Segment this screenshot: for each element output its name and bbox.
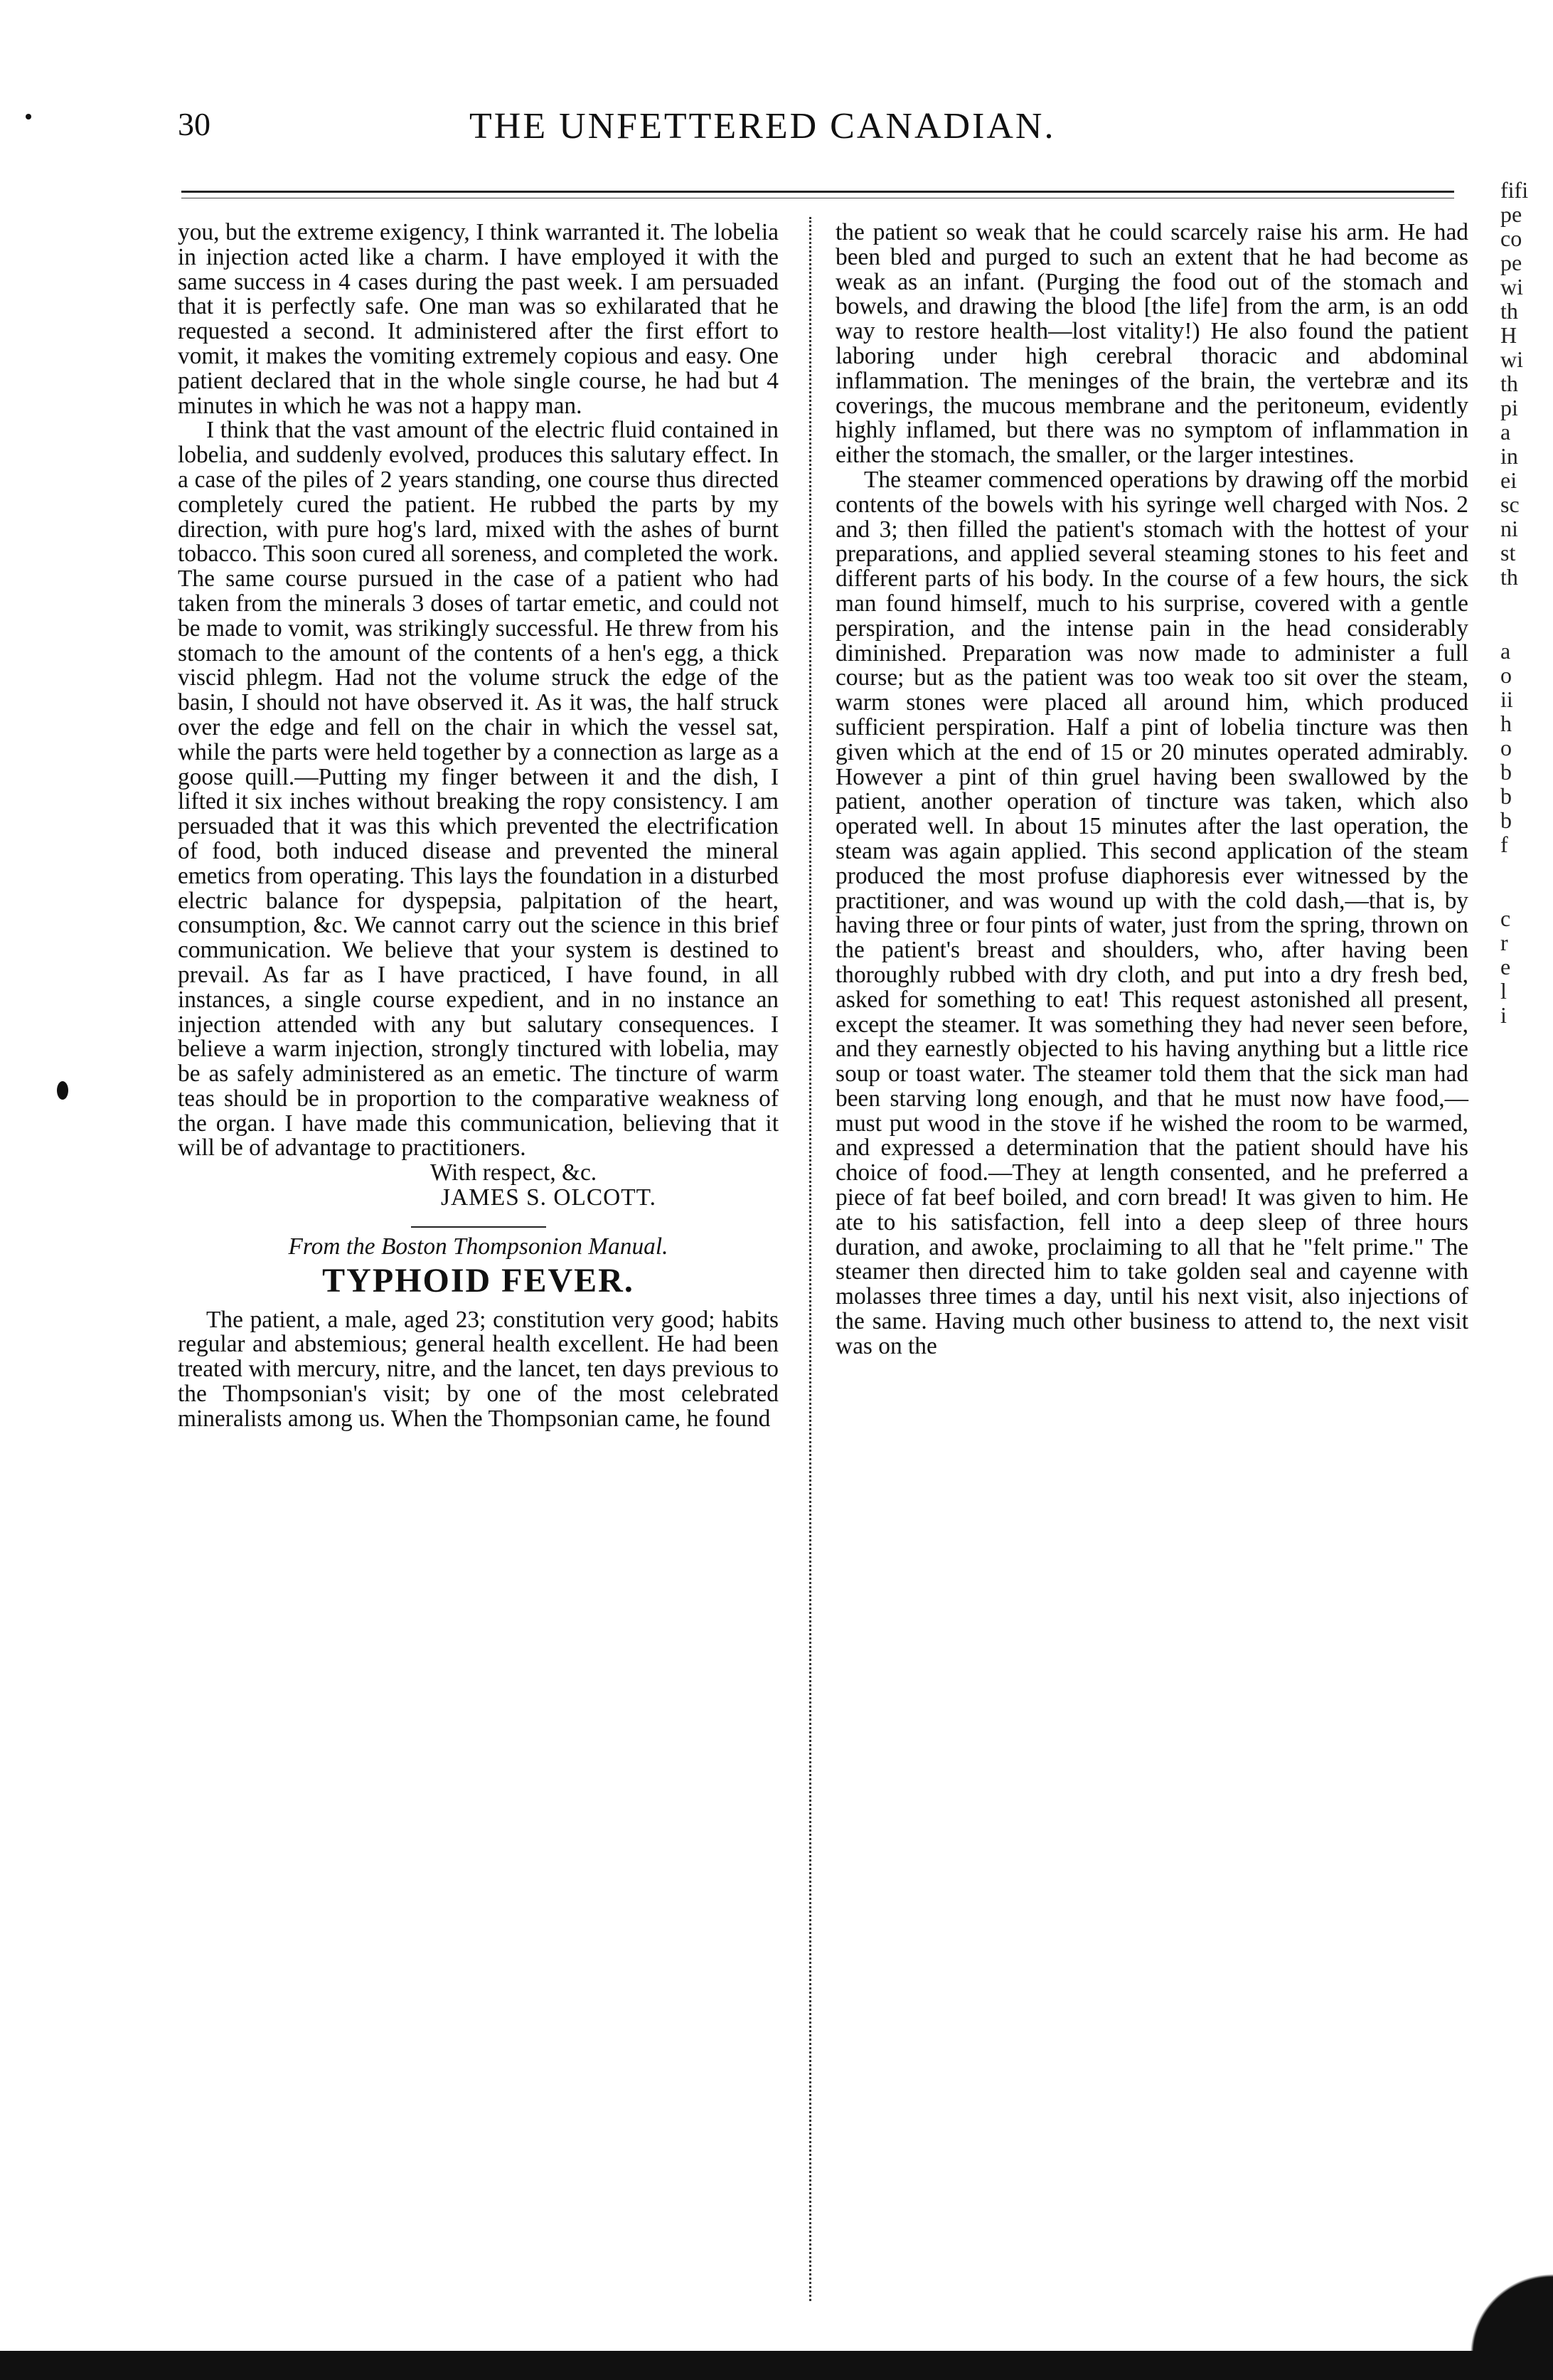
speck bbox=[57, 1081, 68, 1100]
adjacent-page-fragment: l bbox=[1500, 978, 1507, 1004]
adjacent-page-fragment: b bbox=[1500, 783, 1512, 809]
right-paragraph-1: the patient so weak that he could scarcely raise his arm. He had been bled and purged to such an extent that he had become as weak as an infant. (Purging the food out of the stomach and bowels, and drawing the blood [the life] from the arm, is an odd way to restore health—lost vitality!) He also found the patient laboring under high cerebral thoracic and abdominal inflammation. The meninges of the brain, the vertebræ and its coverings, the mucous membrane and the peritoneum, evidently highly inflamed, but there was no symptom of inflammation in either the stomach, the smaller, or the larger intestines. bbox=[836, 219, 1468, 469]
column-divider bbox=[809, 217, 811, 2301]
adjacent-page-fragment: wi bbox=[1500, 274, 1523, 299]
letter-closing: With respect, &c. bbox=[430, 1159, 597, 1186]
adjacent-page-fragment: co bbox=[1500, 225, 1522, 251]
adjacent-page-fragment: pe bbox=[1500, 250, 1522, 275]
adjacent-page-strip bbox=[1500, 178, 1553, 1027]
adjacent-page-fragment: fifi bbox=[1500, 177, 1529, 203]
adjacent-page-fragment: f bbox=[1500, 832, 1508, 857]
left-column bbox=[178, 221, 779, 1432]
left-paragraph-2: I think that the vast amount of the electric fluid contained in lobelia, and suddenly evolved, produces this salutary effect. In a case of the piles of 2 years standing, one course thus directed completely cured the patient. He rubbed the parts by my direction, with pure hog's lard, mixed with the ashes of burnt tobacco. This soon cured all soreness, and completed the work. The same course pursued in the case of a patient who had taken from the minerals 3 doses of tartar emetic, and could not be made to vomit, was strikingly successful. He threw from his stomach to the amount of the contents of a hen's egg, a thick viscid phlegm. Had not the volume struck the edge of the basin, I should not have observed it. As it was, the half struck over the edge and fell on the chair in which the vessel sat, while the parts were held together by a connection as large as a goose quill.—Putting my finger between it and the dish, I lifted it six inches without breaking the ropy consistency. I am persuaded that it was this which prevented the electrification of food, both induced disease and prevented the mineral emetics from operating. This lays the foundation in a disturbed electric balance for dyspepsia, palpitation of the heart, consumption, &c. We cannot carry out the science in this brief communication. We believe that your system is destined to prevail. As far as I have practiced, I have found, in all instances, a single course expedient, and in no instance an injection attended with any but salutary consequences. I believe a warm injection, strongly tinctured with lobelia, may be as safely administered as an emetic. The tincture of warm teas should be in proportion to the comparative weakness of the organ. I have made this communication, believing that it will be of advantage to practitioners. bbox=[178, 417, 779, 1162]
header-rule bbox=[181, 191, 1454, 198]
article-opening-paragraph: The patient, a male, aged 23; constitution very good; habits regular and abstemious; general health excellent. He had been treated with mercury, nitre, and the lancet, ten days previous to the Thompsonian's visit; by one of the most celebrated mineralists among us. When the Thompsonian came, he found bbox=[178, 1306, 779, 1432]
adjacent-page-fragment: a bbox=[1500, 419, 1511, 445]
article-title: TYPHOID FEVER. bbox=[322, 1261, 634, 1300]
adjacent-page-fragment: i bbox=[1500, 1002, 1507, 1028]
adjacent-page-fragment: ni bbox=[1500, 516, 1518, 541]
adjacent-page-fragment: ei bbox=[1500, 467, 1517, 493]
adjacent-page-fragment: st bbox=[1500, 540, 1516, 565]
adjacent-page-fragment: o bbox=[1500, 662, 1512, 688]
adjacent-page-fragment: b bbox=[1500, 807, 1512, 833]
adjacent-page-fragment: th bbox=[1500, 564, 1518, 590]
section-divider bbox=[411, 1226, 546, 1228]
adjacent-page-fragment: h bbox=[1500, 711, 1512, 736]
speck bbox=[26, 114, 31, 119]
adjacent-page-fragment: b bbox=[1500, 759, 1512, 785]
adjacent-page-fragment: e bbox=[1500, 954, 1511, 979]
adjacent-page-fragment: th bbox=[1500, 371, 1518, 396]
adjacent-page-fragment: th bbox=[1500, 298, 1518, 324]
adjacent-page-fragment: pe bbox=[1500, 201, 1522, 227]
adjacent-page-fragment: r bbox=[1500, 930, 1508, 955]
right-paragraph-2: The steamer commenced operations by drawing off the morbid contents of the bowels with his syringe well charged with Nos. 2 and 3; then filled the patient's stomach with the hottest of your preparations, and applied several steaming stones to his feet and different parts of his body. In the course of a few hours, the sick man found himself, much to his surprise, covered with a gentle perspiration, and the intense pain in the head considerably diminished. Preparation was now made to administer a full course; but as the patient was too weak too sit over the steam, warm stones were placed all around him, which produced sufficient perspiration. Half a pint of lobelia tincture was then given which at the end of 15 or 20 minutes operated admirably. However a pint of thin gruel having been swallowed by the patient, another operation of tincture was taken, which also operated well. In about 15 minutes after the last operation, the steam was again applied. This second application of the steam produced the most profuse diaphoresis ever witnessed by the practitioner, and was wound up with the cold dash,—that is, by having three or four pints of water, just from the spring, thrown on the patient's breast and shoulders, who, after having been thoroughly rubbed with dry cloth, and put into a dry fresh bed, asked for something to eat! This request astonished all present, except the steamer. It was something they had never seen before, and they earnestly objected to his having anything but a little rice soup or toast water. The steamer told them that the sick man had been starving long enough, and that he must now have food,—must put wood in the stove if he wished the room to be warmed, and expressed a determination that the patient should have his choice of food.—They at length consented, and he preferred a piece of fat beef boiled, and corn bread! It was given to him. He ate to his satisfaction, fell into a deep sleep of three hours duration, and awoke, proclaiming to all that he "felt prime." The steamer then directed him to take golden seal and cayenne with molasses three times a day, until his next visit, also injections of the same. Having much other business to attend to, the next visit was on the bbox=[836, 466, 1468, 1359]
adjacent-page-fragment: wi bbox=[1500, 346, 1523, 372]
adjacent-page-fragment: sc bbox=[1500, 492, 1520, 517]
adjacent-page-fragment: in bbox=[1500, 443, 1518, 469]
page-number: 30 bbox=[178, 106, 210, 142]
adjacent-page-fragment: o bbox=[1500, 735, 1512, 760]
bottom-edge-band bbox=[0, 2351, 1553, 2380]
letter-signature: JAMES S. OLCOTT. bbox=[441, 1184, 656, 1211]
page-curl bbox=[1451, 2255, 1553, 2354]
left-paragraph-1: you, but the extreme exigency, I think warranted it. The lobelia in injection acted like a charm. I have employed it with the same success in 4 cases during the past week. I am persuaded that it is perfectly safe. One man was so exhilarated that he requested a second. It administered after the first effort to vomit, it makes the vomiting extremely copious and easy. One patient declared that in the whole single course, he had but 4 minutes in which he was not a happy man. bbox=[178, 219, 779, 419]
adjacent-page-fragment: c bbox=[1500, 905, 1511, 931]
source-line: From the Boston Thompsonion Manual. bbox=[288, 1233, 668, 1260]
adjacent-page-fragment: H bbox=[1500, 322, 1517, 348]
right-column bbox=[836, 221, 1468, 1359]
adjacent-page-fragment: pi bbox=[1500, 395, 1518, 420]
running-title: THE UNFETTERED CANADIAN. bbox=[469, 106, 1056, 147]
adjacent-page-fragment: ii bbox=[1500, 686, 1513, 712]
adjacent-page-fragment: a bbox=[1500, 638, 1511, 664]
